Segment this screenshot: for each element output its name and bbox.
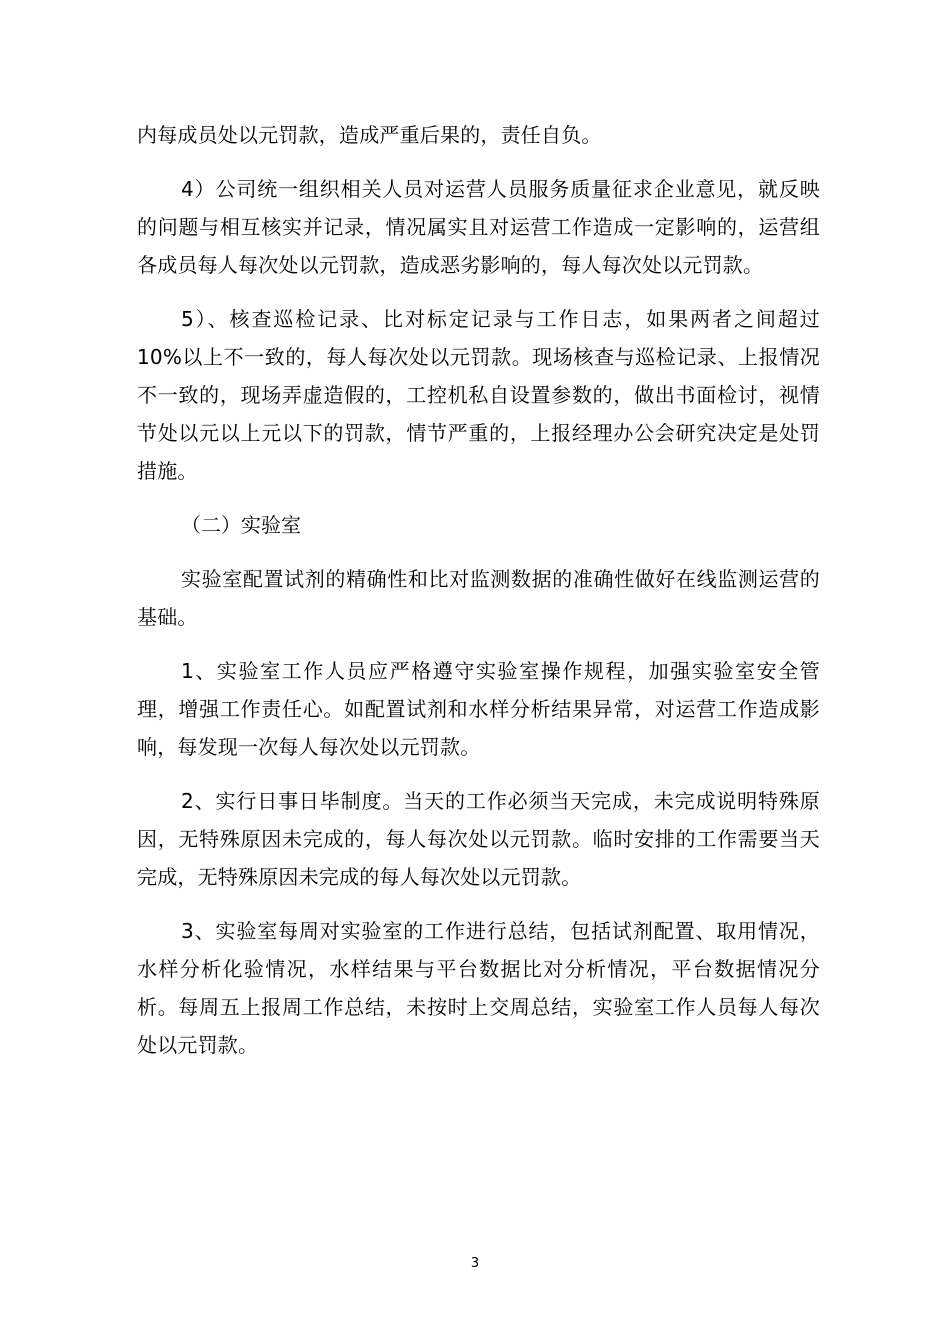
page-number: 3	[470, 1256, 480, 1271]
paragraph-item-4: 4）公司统一组织相关人员对运营人员服务质量征求企业意见，就反映的问题与相互核实并记录，情况属实且对运营工作造成一定影响的，运营组各成员每人每次处以元罚款，造成恶劣影响的，每人每次处以元罚款。	[137, 177, 820, 277]
document-body	[137, 116, 820, 1064]
paragraph-lab-intro: 实验室配置试剂的精确性和比对监测数据的准确性做好在线监测运营的基础。	[137, 567, 820, 629]
paragraph-item-5: 5）、核查巡检记录、比对标定记录与工作日志，如果两者之间超过 10%以上不一致的，每人每次处以元罚款。现场核查与巡检记录、上报情况不一致的，现场弄虚造假的，工控机私自设置参数的，做出书面检讨，视情节处以元以上元以下的罚款，情节严重的，上报经理办公会研究决定是处罚措施。	[137, 307, 820, 483]
paragraph-lab-item-3: 3、实验室每周对实验室的工作进行总结，包括试剂配置、取用情况，水样分析化验情况，水样结果与平台数据比对分析情况，平台数据情况分析。每周五上报周工作总结，未按时上交周总结，实验室工作人员每人每次处以元罚款。	[137, 919, 820, 1057]
section-heading-laboratory: （二）实验室	[181, 513, 301, 537]
paragraph-lab-item-1: 1、实验室工作人员应严格遵守实验室操作规程，加强实验室安全管理，增强工作责任心。如配置试剂和水样分析结果异常，对运营工作造成影响，每发现一次每人每次处以元罚款。	[137, 659, 820, 759]
paragraph-lab-item-2: 2、实行日事日毕制度。当天的工作必须当天完成，未完成说明特殊原因，无特殊原因未完成的，每人每次处以元罚款。临时安排的工作需要当天完成，无特殊原因未完成的每人每次处以元罚款。	[137, 789, 820, 889]
paragraph-continuation: 内每成员处以元罚款，造成严重后果的，责任自负。	[137, 123, 602, 147]
